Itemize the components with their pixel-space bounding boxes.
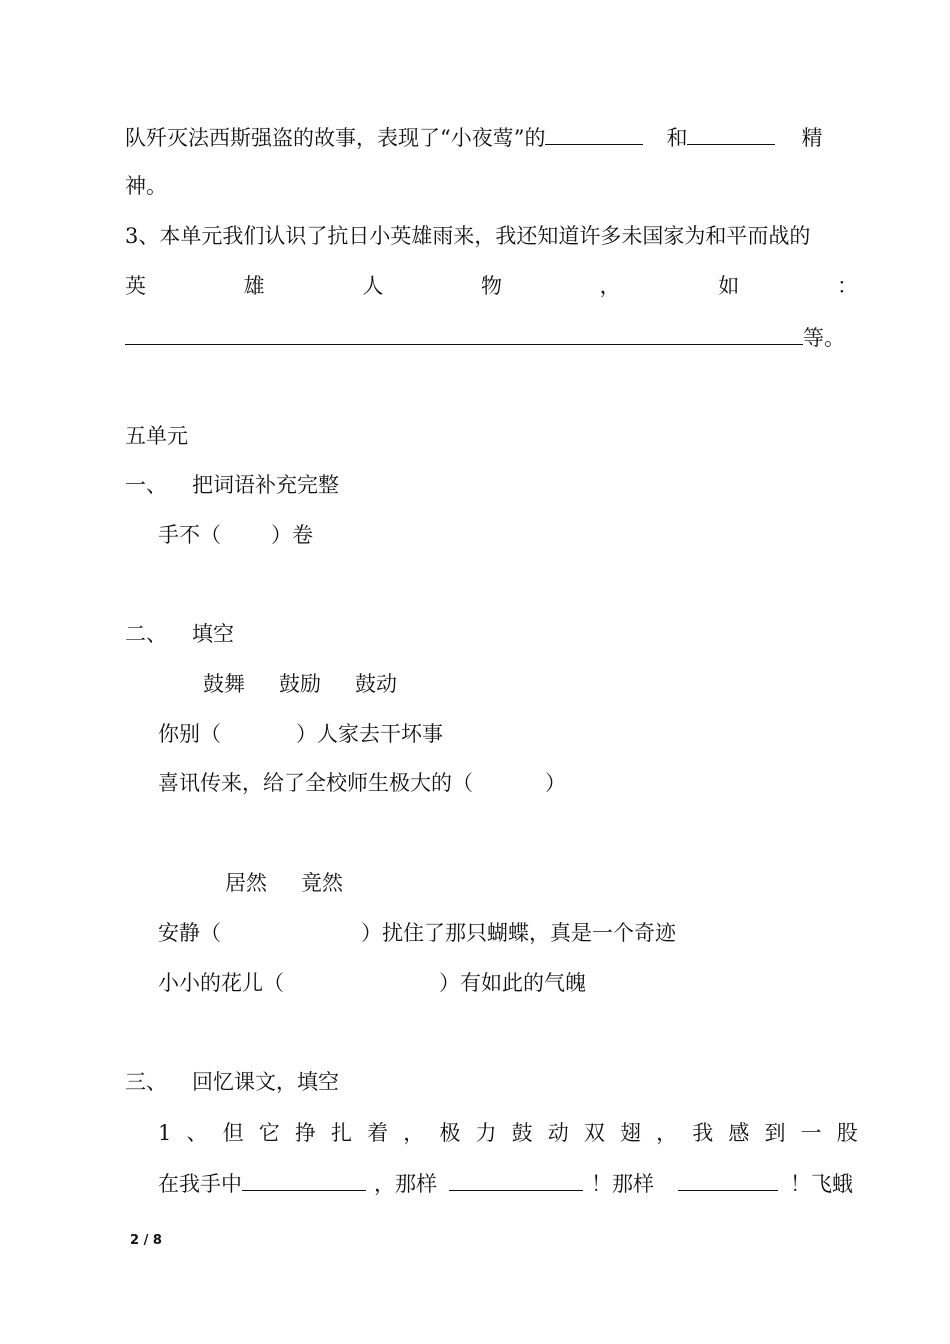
question-3: 3、本单元我们认识了抗日小英雄雨来，我还知道许多未国家为和平而战的 [125, 224, 811, 248]
sentence-text: 小小的花儿（ [158, 971, 284, 995]
spread-char: 人 [362, 274, 384, 298]
question-1-line-1 [158, 1119, 858, 1147]
section-1-heading [125, 471, 339, 499]
line-end-text: 等。 [803, 326, 845, 350]
spread-char: 一 [800, 1121, 822, 1145]
spread-char: 股 [836, 1121, 858, 1145]
spread-char: 挣 [294, 1121, 316, 1145]
fill-sentence [158, 720, 443, 748]
text-line [125, 322, 845, 352]
sentence-text: ） [545, 771, 566, 795]
spread-char: 极 [439, 1121, 461, 1145]
word-choices [225, 869, 343, 897]
spread-char: 、 [186, 1121, 208, 1145]
spread-char: 力 [475, 1121, 497, 1145]
item-text: 手不（ [158, 523, 221, 547]
sentence-text: ！飞蛾 [790, 1172, 853, 1196]
section-title: 回忆课文，填空 [192, 1070, 339, 1094]
sentence-text: 喜讯传来，给了全校师生极大的（ [158, 771, 473, 795]
answer-blank[interactable] [242, 1168, 366, 1191]
section-title: 填空 [192, 622, 234, 646]
word-choices [203, 670, 397, 698]
fill-sentence [158, 969, 586, 997]
spread-char: 鼓 [511, 1121, 533, 1145]
question-1-line-2 [158, 1168, 853, 1198]
spread-char: 英 [125, 274, 146, 298]
fill-sentence [158, 919, 676, 947]
section-1-item [158, 521, 313, 549]
spread-char: 1 [158, 1121, 172, 1145]
word-option: 居然 [225, 871, 267, 895]
section-3-heading [125, 1068, 339, 1096]
section-number: 二、 [125, 622, 167, 646]
line-end-text: 精 [801, 126, 823, 150]
answer-blank[interactable] [449, 1168, 583, 1191]
sentence-text: 在我手中 [158, 1172, 242, 1196]
and-text: 和 [666, 126, 688, 150]
sentence-text: 你别（ [158, 722, 221, 746]
word-option: 鼓舞 [203, 672, 245, 696]
spread-char: 它 [258, 1121, 280, 1145]
spread-char: 感 [728, 1121, 750, 1145]
sentence-text: 安静（ [158, 921, 221, 945]
spread-char: ： [836, 274, 858, 298]
spread-char: 我 [692, 1121, 714, 1145]
spread-char: ， [656, 1121, 678, 1145]
word-option: 竟然 [301, 871, 343, 895]
spread-char: 但 [222, 1121, 244, 1145]
spread-char: 扎 [331, 1121, 352, 1145]
page-number: 2 / 8 [130, 1233, 162, 1248]
spread-char: 如 [718, 274, 740, 298]
sentence-text: ）扰住了那只蝴蝶，真是一个奇迹 [361, 921, 676, 945]
section-2-heading [125, 620, 234, 648]
spread-char: 双 [583, 1121, 605, 1145]
word-option: 鼓动 [355, 672, 397, 696]
spread-char: ， [403, 1121, 425, 1145]
text-line [125, 122, 822, 152]
item-text: ）卷 [271, 523, 313, 547]
sentence-text: 队歼灭法西斯强盗的故事，表现了“小夜莺”的 [125, 126, 546, 150]
answer-blank[interactable] [125, 322, 803, 345]
fill-sentence [158, 769, 566, 797]
section-number: 三、 [125, 1070, 167, 1094]
spread-char: 翅 [620, 1121, 641, 1145]
sentence-text: ，那样 [374, 1172, 437, 1196]
answer-blank[interactable] [687, 122, 775, 145]
section-title: 把词语补充完整 [192, 473, 339, 497]
unit-title: 五单元 [125, 424, 188, 448]
question-3-line-2 [125, 272, 858, 300]
spread-char: 雄 [243, 274, 265, 298]
sentence-text: ）有如此的气魄 [439, 971, 586, 995]
section-number: 一、 [125, 473, 167, 497]
spread-char: 动 [547, 1121, 569, 1145]
word-option: 鼓励 [279, 672, 321, 696]
answer-blank[interactable] [678, 1168, 778, 1191]
spread-char: ， [599, 274, 621, 298]
answer-blank[interactable] [545, 122, 643, 145]
spread-char: 着 [367, 1121, 389, 1145]
sentence-text: ）人家去干坏事 [296, 722, 443, 746]
sentence-text: ！那样 [591, 1172, 654, 1196]
text-line: 神。 [125, 174, 167, 198]
spread-char: 物 [480, 274, 502, 298]
spread-char: 到 [764, 1121, 786, 1145]
